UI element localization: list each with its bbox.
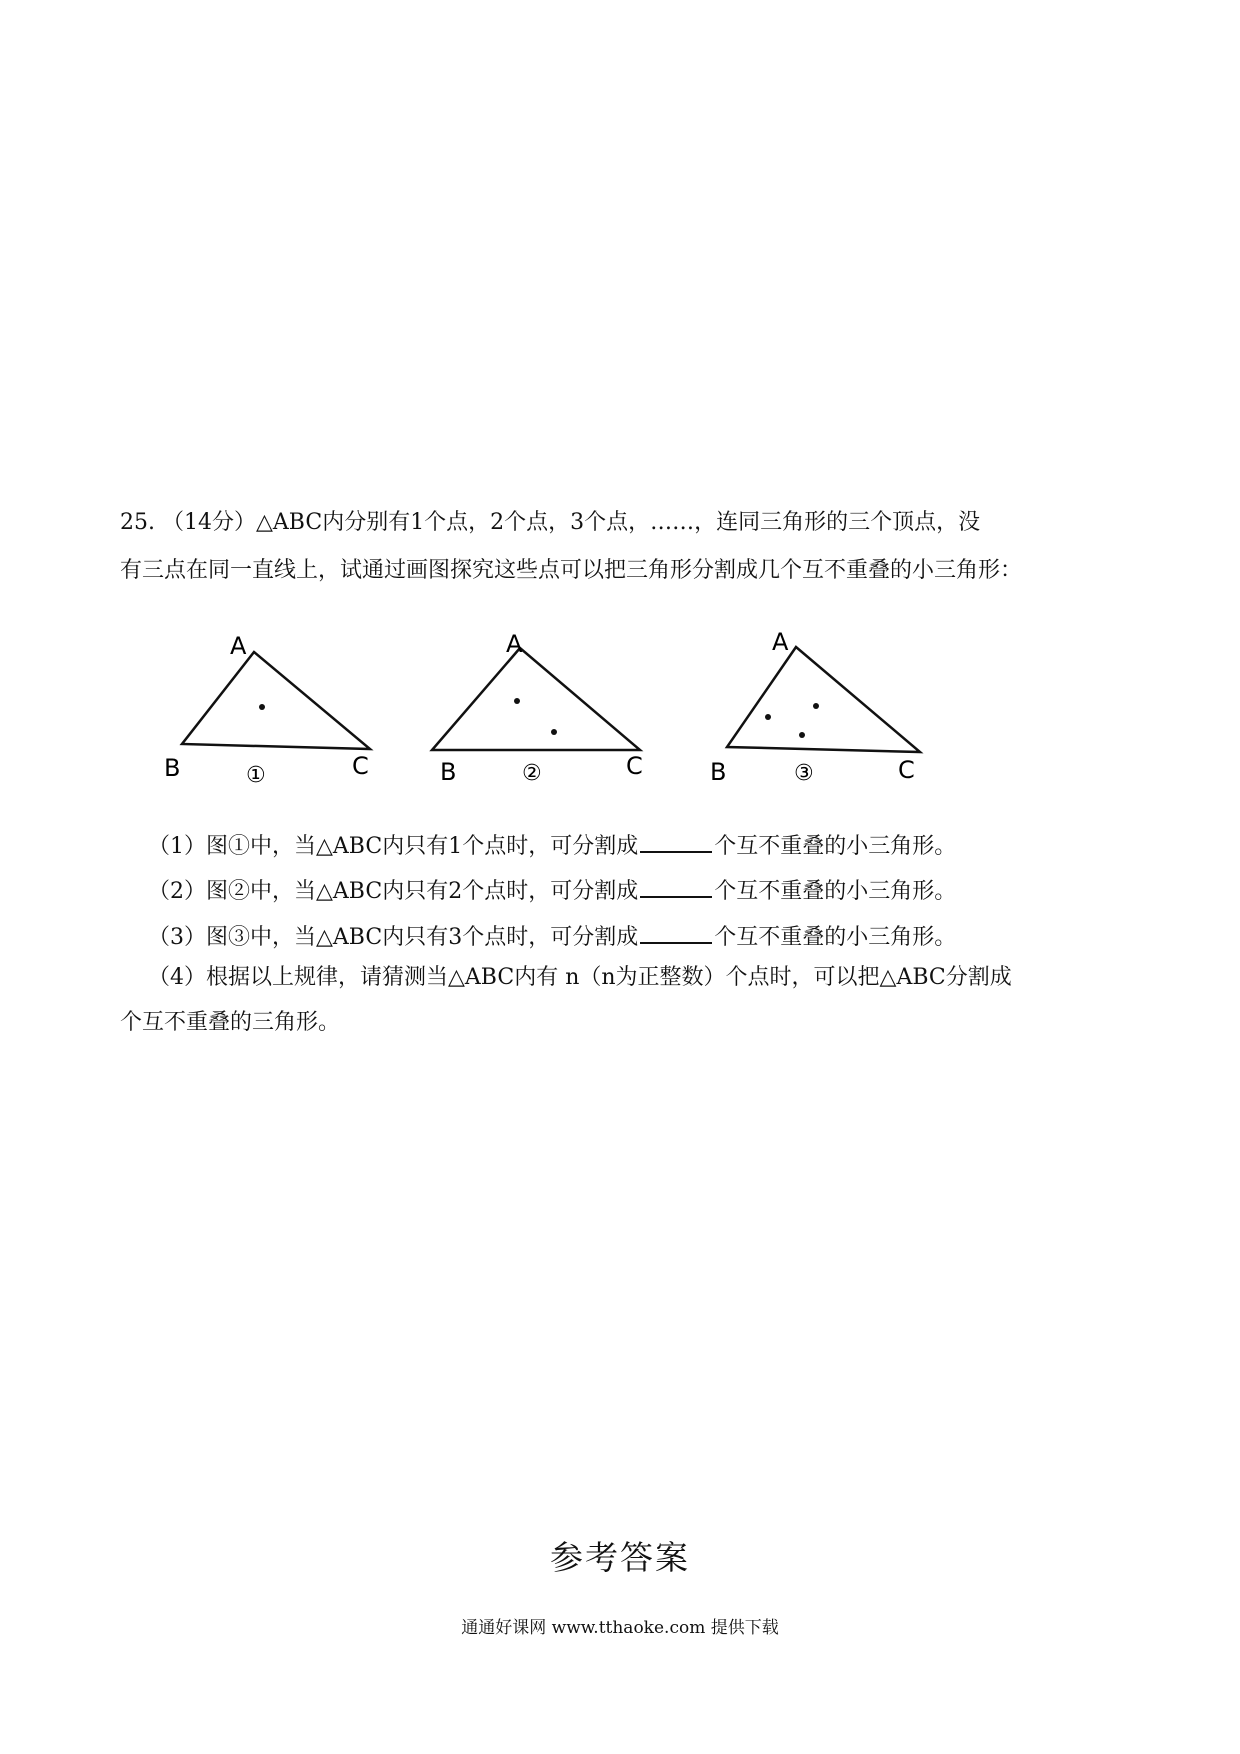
vertex-label-b: B <box>164 754 181 782</box>
interior-point <box>551 729 557 735</box>
interior-point <box>765 714 771 720</box>
figure-caption: ② <box>522 761 542 786</box>
part-2-tail: 个互不重叠的小三角形。 <box>714 879 957 904</box>
part-1-text: （1）图①中，当△ABC内只有1个点时，可分割成 <box>148 834 639 859</box>
answer-blank-1[interactable] <box>640 827 712 853</box>
interior-point <box>514 698 520 704</box>
vertex-label-a: A <box>506 630 523 658</box>
triangle-abc-1 <box>182 652 370 749</box>
triangle-figures <box>150 620 950 800</box>
vertex-label-b: B <box>440 758 457 786</box>
figure-2 <box>432 630 643 786</box>
figure-caption: ① <box>246 763 266 788</box>
vertex-label-b: B <box>710 758 727 786</box>
interior-point <box>259 704 265 710</box>
part-1 <box>148 827 956 862</box>
question-line-1: 25. （14分）△ABC内分别有1个点，2个点，3个点，……，连同三角形的三个顶点，没 <box>120 510 981 535</box>
interior-point <box>813 703 819 709</box>
answer-blank-3[interactable] <box>640 918 712 944</box>
vertex-label-a: A <box>772 628 789 656</box>
figure-caption: ③ <box>794 761 814 786</box>
part-1-tail: 个互不重叠的小三角形。 <box>714 834 957 859</box>
part-4-line-1: （4）根据以上规律，请猜测当△ABC内有 n（n为正整数）个点时，可以把△ABC分割成 <box>148 965 1012 990</box>
answer-blank-2[interactable] <box>640 872 712 898</box>
figure-1 <box>164 632 370 788</box>
part-2 <box>148 872 956 907</box>
triangle-abc-2 <box>432 648 640 750</box>
vertex-label-c: C <box>352 752 369 780</box>
page-footer: 通通好课网 www.tthaoke.com 提供下载 <box>461 1618 779 1638</box>
part-3-text: （3）图③中，当△ABC内只有3个点时，可分割成 <box>148 925 639 950</box>
part-2-text: （2）图②中，当△ABC内只有2个点时，可分割成 <box>148 879 639 904</box>
interior-point <box>799 732 805 738</box>
part-3-tail: 个互不重叠的小三角形。 <box>714 925 957 950</box>
vertex-label-c: C <box>898 756 915 784</box>
part-4-line-2: 个互不重叠的三角形。 <box>120 1010 341 1035</box>
answer-heading: 参考答案 <box>550 1538 690 1577</box>
vertex-label-c: C <box>626 752 643 780</box>
question-line-2: 有三点在同一直线上，试通过画图探究这些点可以把三角形分割成几个互不重叠的小三角形： <box>120 558 1023 583</box>
triangle-abc-3 <box>727 647 920 752</box>
part-3 <box>148 918 956 953</box>
vertex-label-a: A <box>230 632 247 660</box>
figure-3 <box>710 628 920 786</box>
